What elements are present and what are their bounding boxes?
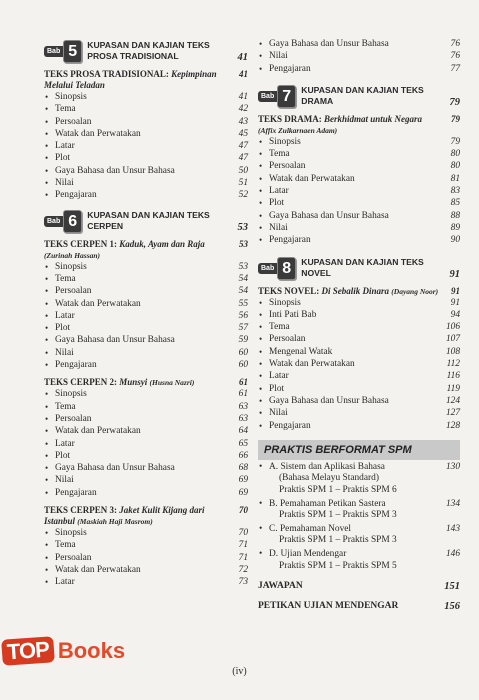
toc-entry	[258, 50, 460, 62]
toc-entry-page: 70	[238, 528, 248, 539]
section-label: TEKS NOVEL:	[258, 285, 320, 296]
toc-entry	[44, 576, 248, 588]
toc-entry	[258, 309, 460, 321]
section-page: 61	[239, 377, 248, 388]
toc-entry-label: • Watak dan Perwatakan	[44, 425, 141, 437]
toc-entry-page: 64	[238, 426, 248, 437]
toc-entry-label: • Persoalan	[44, 116, 91, 128]
section-title: Kaduk, Ayam dan Raja	[119, 238, 205, 249]
chapter-title	[87, 40, 248, 62]
toc-entry	[258, 333, 460, 345]
section-label: TEKS CERPEN 3:	[44, 505, 118, 516]
toc-entry-page: 83	[450, 186, 460, 197]
spm-entry-line1: Ujian Mendengar	[280, 548, 347, 559]
toc-entry-label: • Watak dan Perwatakan	[44, 298, 141, 310]
toc-entry-label: • Plot	[44, 322, 70, 334]
toc-entry-label: • Pengajaran	[258, 234, 311, 246]
toc-entry	[44, 564, 248, 576]
toc-entry	[44, 359, 248, 371]
toc-entry-label: • Sinopsis	[44, 527, 87, 539]
toc-entry	[44, 450, 248, 462]
toc-entry-page: 45	[238, 128, 248, 139]
spm-entry-page: 146	[445, 548, 460, 559]
toc-entry-page: 80	[450, 161, 460, 172]
section-page: 70	[239, 505, 248, 516]
section-title: Kepimpinan Melalui Teladan	[44, 69, 217, 90]
section-heading	[44, 69, 248, 91]
toc-entry-page: 51	[238, 178, 248, 189]
toc-entry-page: 47	[238, 141, 248, 152]
chapter-badge	[258, 257, 296, 280]
toc-entry	[44, 487, 248, 499]
toc-entry-label: • Gaya Bahasa dan Unsur Bahasa	[44, 462, 175, 474]
spm-entry	[258, 549, 460, 572]
chapter-badge	[44, 210, 82, 233]
section-page: 41	[239, 69, 248, 79]
toc-entry-page: 116	[446, 371, 460, 382]
section-title: Munsyi	[119, 377, 148, 388]
toc-entry	[258, 383, 460, 395]
chapter-heading	[258, 257, 460, 280]
toc-entry-label: • Sinopsis	[258, 136, 301, 148]
toc-entry-label: • Persoalan	[44, 552, 91, 564]
toc-entry-label: • Latar	[44, 576, 75, 588]
spm-entry-letter: A.	[269, 461, 279, 472]
toc-entry-label: • Persoalan	[258, 160, 305, 172]
spm-entry-letter: D.	[269, 548, 279, 559]
toc-entry-label: • Plot	[44, 152, 70, 164]
toc-entry	[44, 527, 248, 539]
chapter-heading	[258, 85, 460, 108]
toc-entry-page: 108	[445, 346, 460, 357]
toc-entry-page: 53	[238, 261, 248, 272]
chapter-bab-label: Bab	[44, 216, 63, 227]
toc-entry-label: • Sinopsis	[44, 388, 87, 400]
toc-entry-page: 55	[238, 298, 248, 309]
spm-entry-text	[258, 524, 397, 547]
toc-entry	[44, 425, 248, 437]
toc-entry	[44, 462, 248, 474]
spm-entry-line1: Pemahaman Petikan Sastera	[279, 498, 386, 509]
toc-entry-label: • Pengajaran	[258, 63, 311, 75]
toc-entry-page: 63	[238, 401, 248, 412]
toc-entry	[44, 273, 248, 285]
toc-entry	[44, 539, 248, 551]
chapter-badge	[258, 85, 296, 108]
section-title: Berkhidmat untuk Negara	[324, 113, 423, 124]
chapter-number: 8	[277, 257, 296, 280]
toc-entry-page: 63	[238, 413, 248, 424]
toc-entry-label: • Latar	[44, 438, 75, 450]
chapter-page: 91	[449, 268, 460, 280]
section-page: 79	[451, 113, 460, 124]
toc-entry	[258, 321, 460, 333]
toc-entry-label: • Tema	[258, 321, 290, 333]
toc-entry-label: • Persoalan	[44, 413, 91, 425]
toc-entry-label: • Plot	[258, 383, 284, 395]
spm-entry	[258, 524, 460, 547]
toc-entry	[44, 177, 248, 189]
spm-entry-line3: Praktis SPM 1 – Praktis SPM 6	[279, 485, 397, 496]
toc-entry-page: 54	[238, 273, 248, 284]
answers-entry	[258, 581, 460, 592]
toc-entry	[44, 552, 248, 564]
toc-entry	[44, 334, 248, 346]
chapter-badge	[44, 40, 82, 63]
answers-entry-page: 151	[444, 581, 460, 593]
toc-entry	[258, 173, 460, 185]
chapter-title-text: KUPASAN DAN KAJIAN TEKS PROSA TRADISIONAL	[87, 40, 210, 61]
toc-entry	[258, 38, 460, 50]
toc-entry-page: 80	[450, 149, 460, 160]
toc-entry	[44, 285, 248, 297]
toc-entry-label: • Nilai	[258, 407, 288, 419]
toc-entry	[258, 210, 460, 222]
toc-entry	[44, 401, 248, 413]
toc-entry-label: • Watak dan Perwatakan	[258, 173, 355, 185]
toc-entry	[44, 388, 248, 400]
toc-entry-label: • Pengajaran	[44, 189, 97, 201]
toc-entry	[44, 116, 248, 128]
toc-entry	[44, 474, 248, 486]
spm-entry-page: 134	[445, 498, 460, 509]
chapter-title	[87, 210, 248, 232]
toc-entry-label: • Tema	[44, 539, 76, 551]
toc-entry-label: • Nilai	[44, 347, 74, 359]
toc-entry	[44, 322, 248, 334]
toc-entry-page: 81	[450, 173, 460, 184]
listening-passages-entry-label: PETIKAN UJIAN MENDENGAR	[258, 601, 399, 612]
toc-entry-label: • Watak dan Perwatakan	[258, 358, 355, 370]
toc-entry-page: 119	[446, 383, 460, 394]
toc-entry	[258, 185, 460, 197]
toc-entry-label: • Gaya Bahasa dan Unsur Bahasa	[44, 334, 175, 346]
toc-entry-label: • Watak dan Perwatakan	[44, 564, 141, 576]
spm-entry-line2: Praktis SPM 1 – Praktis SPM 3	[279, 510, 397, 521]
toc-entry-label: • Gaya Bahasa dan Unsur Bahasa	[258, 38, 389, 50]
chapter-bab-label: Bab	[44, 46, 63, 57]
toc-entry	[258, 160, 460, 172]
toc-entry-page: 76	[450, 39, 460, 49]
toc-entry	[44, 413, 248, 425]
toc-entry-label: • Nilai	[258, 222, 288, 234]
toc-entry-page: 47	[238, 153, 248, 164]
toc-entry-page: 73	[238, 577, 248, 588]
toc-entry-page: 42	[238, 104, 248, 115]
toc-entry-page: 88	[450, 210, 460, 221]
spm-entry-line1: Pemahaman Novel	[279, 523, 352, 534]
chapter-title-text: KUPASAN DAN KAJIAN TEKS DRAMA	[301, 84, 424, 106]
toc-entry-page: 124	[445, 395, 460, 406]
toc-entry-page: 71	[238, 540, 248, 551]
toc-entry	[44, 347, 248, 359]
chapter-title	[301, 257, 460, 279]
toc-entry-page: 107	[445, 334, 460, 345]
toc-entry-label: • Tema	[258, 148, 290, 160]
toc-entry	[258, 407, 460, 419]
toc-entry	[44, 298, 248, 310]
chapter-page: 79	[449, 96, 460, 108]
toc-entry	[44, 91, 248, 103]
toc-entry-page: 128	[445, 420, 460, 431]
toc-entry	[258, 222, 460, 234]
spm-entry-text	[258, 549, 397, 572]
chapter-heading	[44, 40, 248, 63]
toc-entry-label: • Tema	[44, 401, 76, 413]
toc-entry	[258, 148, 460, 160]
chapter-number: 6	[63, 210, 82, 233]
chapter-title-text: KUPASAN DAN KAJIAN TEKS CERPEN	[87, 209, 210, 231]
toc-entry	[258, 297, 460, 309]
spm-entry-line2: Praktis SPM 1 – Praktis SPM 5	[279, 560, 397, 571]
toc-entry-label: • Inti Pati Bab	[258, 309, 316, 321]
toc-entry-label: • Tema	[44, 103, 76, 115]
toc-entry-page: 54	[238, 286, 248, 297]
section-heading	[258, 286, 460, 297]
spm-entry-letter: C.	[269, 523, 278, 534]
toc-entry	[44, 152, 248, 164]
toc-entry-page: 68	[238, 463, 248, 474]
section-label: TEKS CERPEN 2:	[44, 377, 118, 388]
toc-entry	[44, 128, 248, 140]
section-heading	[44, 239, 248, 261]
toc-entry-label: • Gaya Bahasa dan Unsur Bahasa	[44, 165, 175, 177]
spm-entry-line2: (Bahasa Melayu Standard)	[279, 473, 379, 484]
section-author: (Dayang Noor)	[391, 286, 439, 296]
section-page: 53	[239, 238, 248, 249]
right-column	[258, 38, 460, 612]
listening-passages-entry-page: 156	[444, 601, 460, 613]
chapter-heading	[44, 210, 248, 233]
toc-entry-label: • Gaya Bahasa dan Unsur Bahasa	[258, 210, 389, 222]
toc-entry-label: • Plot	[44, 450, 70, 462]
section-label: TEKS CERPEN 1:	[44, 238, 118, 249]
section-title: Jaket Kulit Kijang dari Istanbul	[44, 505, 205, 527]
toc-entry-page: 66	[238, 450, 248, 461]
section-label: TEKS PROSA TRADISIONAL:	[44, 69, 169, 79]
answers-entry-label: JAWAPAN	[258, 581, 303, 592]
toc-entry	[44, 103, 248, 115]
toc-entry-page: 77	[450, 63, 460, 74]
chapter-page: 41	[237, 52, 248, 63]
toc-entry-label: • Latar	[44, 140, 75, 152]
section-author: (Zurinah Hassan)	[44, 250, 101, 260]
toc-entry-label: • Pengajaran	[44, 487, 97, 499]
chapter-bab-label: Bab	[258, 91, 277, 102]
listening-passages-entry	[258, 601, 460, 612]
toc-entry	[258, 370, 460, 382]
toc-entry-label: • Watak dan Perwatakan	[44, 128, 141, 140]
spm-entry-line2: Praktis SPM 1 – Praktis SPM 3	[279, 535, 397, 546]
toc-entry	[44, 310, 248, 322]
spm-entry-page: 143	[445, 523, 460, 534]
toc-entry-label: • Latar	[258, 185, 289, 197]
toc-entry-page: 79	[450, 136, 460, 147]
toc-entry-label: • Nilai	[44, 474, 74, 486]
toc-entry-label: • Nilai	[44, 177, 74, 189]
toc-entry-page: 91	[450, 297, 460, 308]
toc-entry	[258, 197, 460, 209]
page-number: (iv)	[232, 666, 247, 677]
toc-entry-page: 50	[238, 165, 248, 176]
toc-entry-page: 90	[450, 235, 460, 246]
toc-entry-label: • Tema	[44, 273, 76, 285]
toc-entry-page: 56	[238, 310, 248, 321]
chapter-number: 7	[277, 85, 296, 108]
toc-entry-page: 72	[238, 564, 248, 575]
spm-entry	[258, 499, 460, 522]
toc-entry-page: 106	[445, 322, 460, 333]
section-heading	[44, 505, 248, 527]
section-author: (Affix Zulkarnaen Adam)	[258, 125, 338, 135]
toc-entry-page: 61	[238, 389, 248, 400]
toc-entry	[258, 420, 460, 432]
toc-entry-label: • Nilai	[258, 50, 288, 62]
toc-entry	[258, 346, 460, 358]
toc-entry-label: • Sinopsis	[44, 261, 87, 273]
toc-entry	[44, 165, 248, 177]
spm-entry	[258, 462, 460, 497]
chapter-number: 5	[63, 40, 82, 63]
toc-entry	[44, 261, 248, 273]
section-title: Di Sebalik Dinara	[321, 285, 390, 296]
toc-entry-page: 112	[446, 359, 460, 370]
toc-entry-page: 60	[238, 347, 248, 358]
toc-entry	[258, 136, 460, 148]
toc-entry-page: 71	[238, 552, 248, 563]
toc-entry-page: 69	[238, 487, 248, 498]
spm-entry-page: 130	[445, 461, 460, 472]
toc-entry-label: • Gaya Bahasa dan Unsur Bahasa	[258, 395, 389, 407]
toc-entry	[44, 140, 248, 152]
toc-entry-label: • Pengajaran	[258, 420, 311, 432]
toc-entry-label: • Sinopsis	[44, 91, 87, 103]
toc-entry-page: 89	[450, 222, 460, 233]
toc-entry-page: 94	[450, 309, 460, 320]
toc-entry	[258, 234, 460, 246]
chapter-bab-label: Bab	[258, 263, 277, 274]
toc-entry-page: 60	[238, 360, 248, 371]
toc-entry	[258, 395, 460, 407]
section-page: 91	[451, 285, 460, 296]
toc-entry-page: 52	[238, 190, 248, 201]
toc-entry-label: • Mengenal Watak	[258, 346, 332, 358]
toc-entry-page: 43	[238, 116, 248, 127]
toc-entry-page: 41	[238, 92, 248, 102]
toc-entry-label: • Latar	[258, 370, 289, 382]
toc-entry	[44, 438, 248, 450]
toc-entry-page: 65	[238, 438, 248, 449]
chapter-title	[301, 85, 460, 107]
section-label: TEKS DRAMA:	[258, 113, 322, 124]
toc-entry-label: • Persoalan	[258, 333, 305, 345]
toc-entry	[258, 358, 460, 370]
chapter-title-text: KUPASAN DAN KAJIAN TEKS NOVEL	[301, 256, 424, 278]
toc-entry-label: • Persoalan	[44, 285, 91, 297]
spm-entry-line1: Sistem dan Aplikasi Bahasa	[280, 461, 385, 472]
spm-entry-text	[258, 499, 397, 522]
logo-books: Books	[57, 638, 126, 663]
toc-entry-page: 57	[238, 323, 248, 334]
spm-entry-text	[258, 462, 397, 497]
toc-entry-page: 59	[238, 335, 248, 346]
toc-entry-label: • Sinopsis	[258, 297, 301, 309]
toc-entry-page: 69	[238, 475, 248, 486]
left-column	[44, 38, 248, 589]
logo-top: TOP	[1, 636, 55, 666]
toc-entry-label: • Plot	[258, 197, 284, 209]
spm-section-title: PRAKTIS BERFORMAT SPM	[258, 440, 460, 460]
chapter-page: 53	[237, 221, 248, 233]
section-author: (Maskiah Haji Masrom)	[77, 517, 153, 527]
toc-entry	[44, 189, 248, 201]
toc-entry-label: • Latar	[44, 310, 75, 322]
section-heading	[44, 377, 248, 388]
section-heading	[258, 114, 460, 136]
toc-entry-page: 127	[445, 408, 460, 419]
topbooks-logo	[2, 638, 125, 664]
toc-entry	[258, 63, 460, 75]
toc-entry-page: 76	[450, 51, 460, 62]
toc-entry-label: • Pengajaran	[44, 359, 97, 371]
toc-entry-page: 85	[450, 198, 460, 209]
spm-entry-letter: B.	[269, 498, 278, 509]
section-author: (Husna Nazri)	[149, 378, 195, 388]
